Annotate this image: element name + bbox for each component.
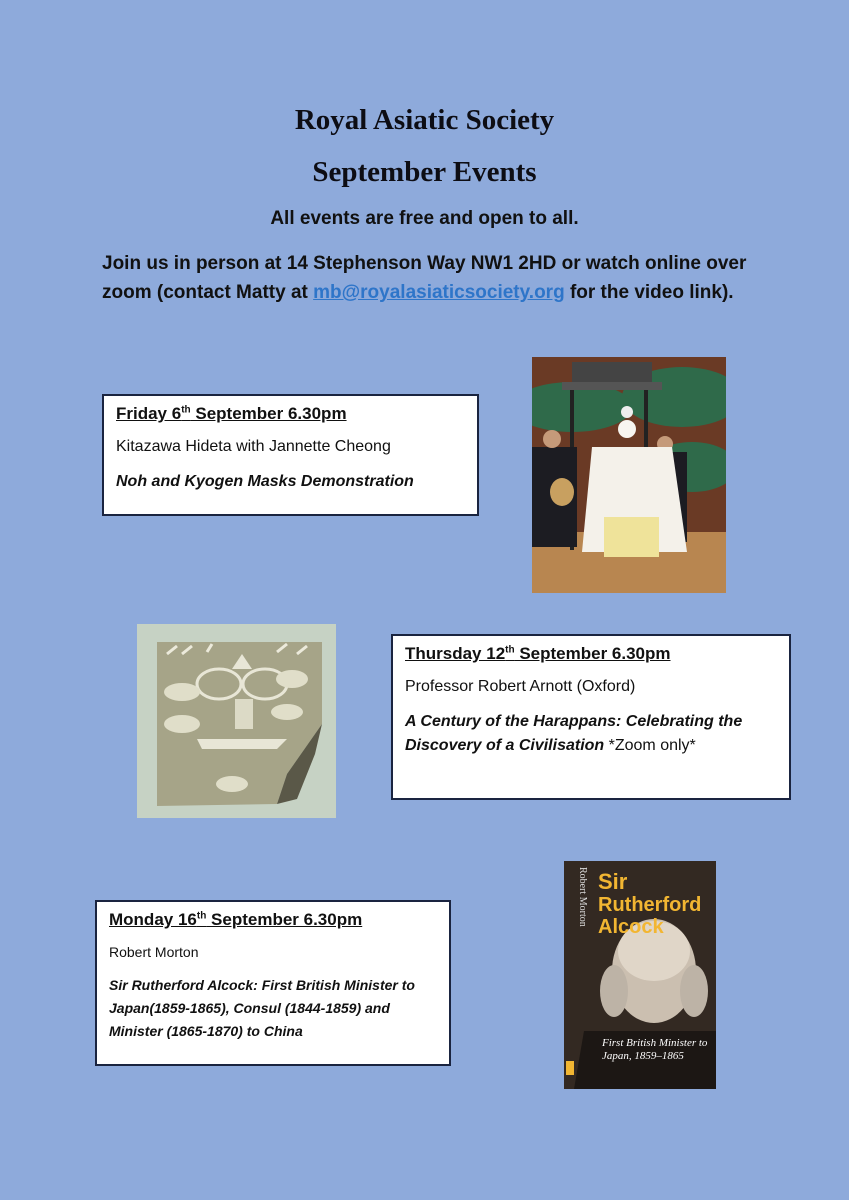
event-date <box>116 404 465 424</box>
book-author: Robert Morton <box>577 867 588 927</box>
event-talk-title: Noh and Kyogen Masks Demonstration <box>116 473 414 490</box>
event-title: September Events <box>312 156 537 188</box>
event-card <box>102 394 479 516</box>
event-date <box>405 644 777 664</box>
event-note: *Zoom only* <box>604 737 696 754</box>
event-day: Thursday 12 <box>405 644 506 663</box>
book-title-line: Alcock <box>598 916 664 938</box>
event-date <box>109 910 437 930</box>
event-card <box>391 634 791 800</box>
intro-before: Join us in person at 14 Stephenson Way NW1 2HD or watch online over zoom (contact Matty at <box>102 253 747 303</box>
subtitle: All events are free and open to all. <box>270 208 579 229</box>
event-time: September 6.30pm <box>514 644 671 663</box>
book-cover-image <box>564 861 716 1089</box>
org-title: Royal Asiatic Society <box>294 104 555 136</box>
book-title-line: Rutherford <box>598 894 702 916</box>
event-speaker: Professor Robert Arnott (Oxford) <box>405 678 636 695</box>
book-title-line: Sir <box>598 869 628 894</box>
event-talk <box>109 974 437 1043</box>
event-talk <box>405 710 777 758</box>
book-subtitle: First British Minister to Japan, 1859–1865 <box>602 1037 708 1062</box>
event-talk-title: A Century of the Harappans: Celebrating the Discovery of a Civilisation <box>405 713 743 754</box>
event-time: September 6.30pm <box>190 404 347 423</box>
email-link[interactable]: mb@royalasiaticsociety.org <box>313 282 565 303</box>
event-talk <box>116 470 465 494</box>
event-ordinal: th <box>196 910 207 922</box>
event-time: September 6.30pm <box>206 910 363 929</box>
event-day: Friday 6 <box>116 404 182 423</box>
event-speaker: Kitazawa Hideta with Jannette Cheong <box>116 438 391 455</box>
harappan-seal-image <box>137 624 336 818</box>
intro-after: for the video link). <box>564 282 734 303</box>
intro-text <box>102 249 752 307</box>
event-speaker: Robert Morton <box>109 944 199 960</box>
event-day: Monday 16 <box>109 910 197 929</box>
event-ordinal: th <box>505 644 515 656</box>
event-ordinal: th <box>181 404 191 416</box>
event-card <box>95 900 451 1066</box>
noh-performance-image <box>532 357 726 593</box>
event-talk-title: Sir Rutherford Alcock: First British Minister to Japan(1859-1865), Consul (1844-1859) and Minister (1865-1870) to China <box>109 977 415 1039</box>
